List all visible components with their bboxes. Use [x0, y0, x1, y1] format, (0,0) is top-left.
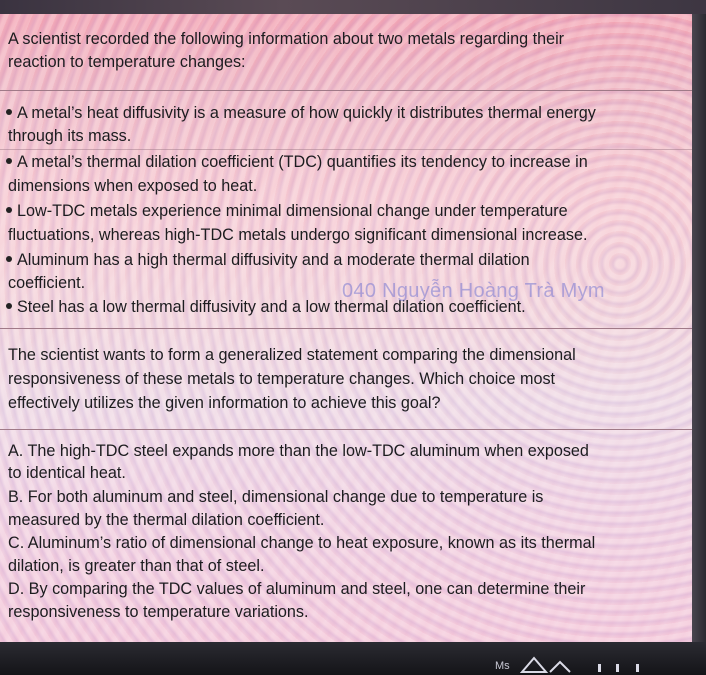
bullet-3 — [6, 200, 678, 224]
bullet-4-line-1: Aluminum has a high thermal diffusivity and a moderate thermal dilation — [17, 251, 530, 269]
bullet-1-line-1: A metal’s heat diffusivity is a measure of how quickly it distributes thermal energy — [17, 104, 596, 122]
taskbar-label[interactable]: Ms — [495, 660, 510, 672]
bullet-3-line-2: fluctuations, whereas high-TDC metals undergo significant dimensional increase. — [8, 226, 588, 244]
bullet-4 — [6, 249, 678, 273]
taskbar-icons — [520, 652, 660, 674]
bullet-dot-icon — [6, 207, 12, 213]
choice-a-line-1: A. The high-TDC steel expands more than the low-TDC aluminum when exposed — [8, 442, 589, 460]
choice-b-line-1: B. For both aluminum and steel, dimensional change due to temperature is — [8, 488, 544, 506]
choice-a-line-2: to identical heat. — [8, 464, 126, 482]
question-line-2: responsiveness of these metals to temperature changes. Which choice most — [8, 370, 556, 388]
intro-line-2: reaction to temperature changes: — [8, 53, 246, 71]
bullet-2-line-2: dimensions when exposed to heat. — [8, 177, 258, 195]
bullet-dot-icon — [6, 256, 12, 262]
choice-c-line-2: dilation, is greater than that of steel. — [8, 557, 265, 575]
choice-b-line-2: measured by the thermal dilation coefficient. — [8, 511, 325, 529]
taskbar-bar-icon[interactable] — [598, 664, 601, 672]
bullet-1-line-2: through its mass. — [8, 127, 132, 145]
bullet-1 — [6, 102, 678, 126]
bullet-2-line-1: A metal’s thermal dilation coefficient (TDC) quantifies its tendency to increase in — [17, 153, 588, 171]
choice-d-line-2: responsiveness to temperature variations. — [8, 603, 309, 621]
taskbar-triangle-icon[interactable] — [522, 658, 546, 672]
divider — [0, 328, 692, 329]
bullet-5-line-1: Steel has a low thermal diffusivity and a low thermal dilation coefficient. — [17, 298, 526, 316]
choice-c-line-1: C. Aluminum’s ratio of dimensional change to heat exposure, known as its thermal — [8, 534, 596, 552]
taskbar-bar-icon[interactable] — [616, 664, 619, 672]
bullet-dot-icon — [6, 303, 12, 309]
bullet-2 — [6, 151, 678, 175]
top-bezel — [0, 0, 706, 14]
bullet-3-line-1: Low-TDC metals experience minimal dimensional change under temperature — [17, 202, 568, 220]
taskbar-chevron-icon[interactable] — [550, 662, 570, 672]
divider — [0, 90, 692, 91]
divider — [0, 429, 692, 430]
taskbar-bar-icon[interactable] — [636, 664, 639, 672]
divider — [0, 149, 692, 150]
question-line-3: effectively utilizes the given information to achieve this goal? — [8, 394, 441, 412]
question-line-1: The scientist wants to form a generalized statement comparing the dimensional — [8, 346, 576, 364]
intro-line-1: A scientist recorded the following information about two metals regarding their — [8, 30, 565, 48]
choice-d-line-1: D. By comparing the TDC values of aluminum and steel, one can determine their — [8, 580, 586, 598]
document-page — [0, 14, 692, 642]
bullet-dot-icon — [6, 109, 12, 115]
bullet-4-line-2: coefficient. — [8, 274, 86, 292]
watermark: 040 Nguyễn Hoàng Trà Mym — [342, 280, 605, 302]
bullet-dot-icon — [6, 158, 12, 164]
right-bezel — [692, 14, 706, 642]
